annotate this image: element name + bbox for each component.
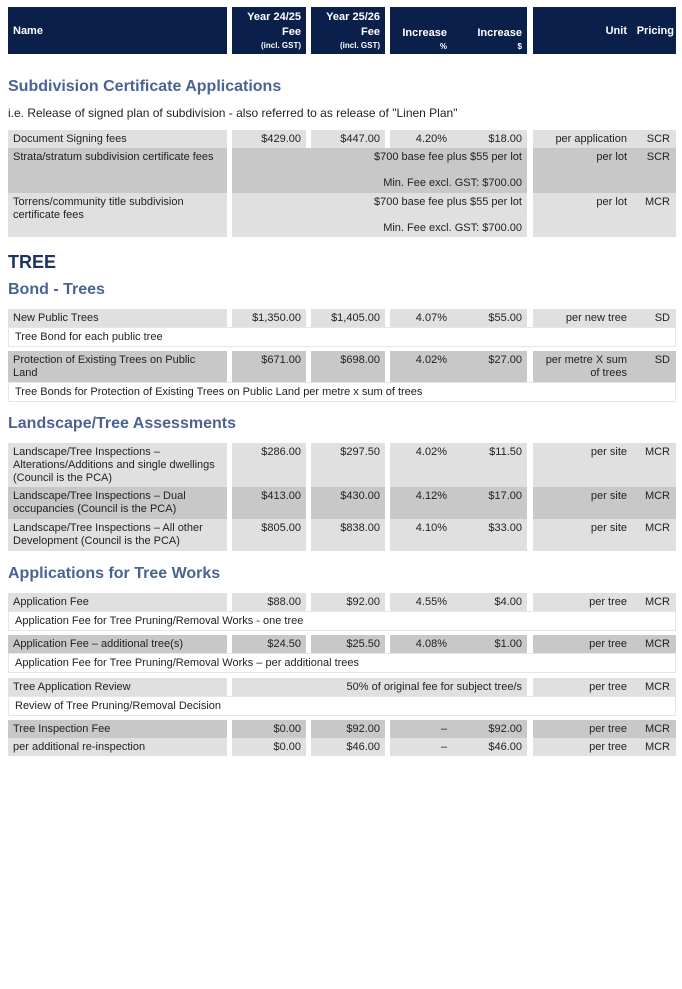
- fee-unit: per metre X sum of trees: [533, 351, 632, 382]
- fee-increase-dollar: $17.00: [453, 487, 527, 519]
- fee-increase-dollar: $18.00: [453, 130, 527, 148]
- fee-y25: $25.50: [311, 635, 385, 653]
- fee-unit: per tree: [533, 635, 632, 653]
- fee-unit: per site: [533, 487, 632, 519]
- fee-y24: $0.00: [232, 738, 306, 756]
- header-pricing-cell: [632, 7, 676, 54]
- fee-row-name: Landscape/Tree Inspections – Alterations/Additions and single dwellings (Council is the PCA): [8, 443, 227, 487]
- fee-y24: $1,350.00: [232, 309, 306, 327]
- section-title-bond-trees: Bond - Trees: [8, 281, 105, 298]
- min-fee-note: Min. Fee excl. GST: $700.00: [383, 222, 522, 234]
- fee-row-name: Landscape/Tree Inspections – All other Development (Council is the PCA): [8, 519, 227, 551]
- fee-increase-dollar: $1.00: [453, 635, 527, 653]
- fee-pricing: MCR: [632, 738, 676, 756]
- fee-row-note: Tree Bond for each public tree: [8, 327, 676, 347]
- fee-pricing: SD: [632, 351, 676, 382]
- fee-increase-pct: –: [390, 720, 453, 738]
- fee-unit: per lot: [533, 193, 632, 237]
- section-title-subdivision: Subdivision Certificate Applications: [8, 78, 282, 95]
- fee-pricing: SCR: [632, 130, 676, 148]
- fee-row-name: per additional re-inspection: [8, 738, 227, 756]
- fee-increase-dollar: $4.00: [453, 593, 527, 611]
- fee-increase-pct: 4.20%: [390, 130, 453, 148]
- header-name-cell: [8, 7, 227, 54]
- fee-y24: $0.00: [232, 720, 306, 738]
- subdivision-intro: i.e. Release of signed plan of subdivision - also referred to as release of "Linen Plan": [8, 106, 458, 120]
- fee-row-name: Landscape/Tree Inspections – Dual occupancies (Council is the PCA): [8, 487, 227, 519]
- fee-pricing: MCR: [632, 635, 676, 653]
- fee-y24: $413.00: [232, 487, 306, 519]
- header-inc-d: Increase: [477, 27, 522, 39]
- fee-note: $700 base fee plus $55 per lot: [373, 196, 522, 208]
- fee-increase-dollar: $92.00: [453, 720, 527, 738]
- fee-row-name: Application Fee: [8, 593, 227, 611]
- fee-y25: $46.00: [311, 738, 385, 756]
- header-unit: Unit: [605, 25, 627, 37]
- header-inc-pct: Increase: [402, 27, 447, 39]
- fee-y25: $430.00: [311, 487, 385, 519]
- fee-unit: per lot: [533, 148, 632, 193]
- fee-unit: per new tree: [533, 309, 632, 327]
- fee-row-note: Review of Tree Pruning/Removal Decision: [8, 696, 676, 716]
- fee-pricing: MCR: [632, 519, 676, 551]
- fee-note-cell: [232, 148, 527, 193]
- fee-unit: per tree: [533, 738, 632, 756]
- header-y24-line2: Fee: [282, 26, 301, 38]
- header-y25-line3: (incl. GST): [340, 41, 380, 50]
- fee-y24: $429.00: [232, 130, 306, 148]
- fee-increase-pct: –: [390, 738, 453, 756]
- header-y25-line1: Year 25/26: [326, 11, 380, 23]
- fee-increase-pct: 4.55%: [390, 593, 453, 611]
- fee-pricing: MCR: [632, 593, 676, 611]
- fee-increase-pct: 4.08%: [390, 635, 453, 653]
- header-y24-cell: [232, 7, 306, 54]
- fee-note-cell: [232, 193, 527, 237]
- header-inc-d-cell: [453, 7, 527, 54]
- fee-y24: $805.00: [232, 519, 306, 551]
- section-title-assessments: Landscape/Tree Assessments: [8, 415, 236, 432]
- fee-increase-dollar: $55.00: [453, 309, 527, 327]
- fee-increase-dollar: $11.50: [453, 443, 527, 487]
- fee-unit: per site: [533, 443, 632, 487]
- fee-unit: per tree: [533, 678, 632, 696]
- fee-row-note: Application Fee for Tree Pruning/Removal Works - one tree: [8, 611, 676, 631]
- fee-pricing: MCR: [632, 678, 676, 696]
- min-fee-note: Min. Fee excl. GST: $700.00: [383, 177, 522, 189]
- fee-y25: $698.00: [311, 351, 385, 382]
- fee-y25: $92.00: [311, 593, 385, 611]
- fee-y24: $286.00: [232, 443, 306, 487]
- fee-y25: $838.00: [311, 519, 385, 551]
- header-inc-d-sub: $: [517, 42, 522, 51]
- fee-note: 50% of original fee for subject tree/s: [232, 678, 527, 696]
- header-y25-cell: [311, 7, 385, 54]
- header-unit-cell: [533, 7, 632, 54]
- header-y24-line1: Year 24/25: [247, 11, 301, 23]
- fee-row-name: Document Signing fees: [8, 130, 227, 148]
- fee-pricing: MCR: [632, 720, 676, 738]
- fee-y25: $297.50: [311, 443, 385, 487]
- fee-unit: per site: [533, 519, 632, 551]
- header-y25-line2: Fee: [361, 26, 380, 38]
- fee-row-name: Application Fee – additional tree(s): [8, 635, 227, 653]
- fee-y24: $88.00: [232, 593, 306, 611]
- fee-row-name: Tree Inspection Fee: [8, 720, 227, 738]
- fee-row-name: Protection of Existing Trees on Public Land: [8, 351, 227, 382]
- fee-unit: per tree: [533, 720, 632, 738]
- header-y24-line3: (incl. GST): [261, 41, 301, 50]
- fee-row-note: Tree Bonds for Protection of Existing Trees on Public Land per metre x sum of trees: [8, 382, 676, 402]
- header-name: Name: [13, 25, 43, 37]
- fee-y25: $92.00: [311, 720, 385, 738]
- fee-note: $700 base fee plus $55 per lot: [373, 151, 522, 163]
- fee-pricing: MCR: [632, 443, 676, 487]
- fee-y25: $447.00: [311, 130, 385, 148]
- fee-increase-dollar: $33.00: [453, 519, 527, 551]
- fee-y24: $671.00: [232, 351, 306, 382]
- fee-increase-pct: 4.12%: [390, 487, 453, 519]
- fee-pricing: MCR: [632, 487, 676, 519]
- fee-increase-dollar: $46.00: [453, 738, 527, 756]
- fee-y25: $1,405.00: [311, 309, 385, 327]
- fee-pricing: SD: [632, 309, 676, 327]
- fee-increase-pct: 4.02%: [390, 351, 453, 382]
- fee-increase-pct: 4.07%: [390, 309, 453, 327]
- fee-y24: $24.50: [232, 635, 306, 653]
- section-title-tree-works: Applications for Tree Works: [8, 565, 221, 582]
- fee-row-name: Torrens/community title subdivision certificate fees: [8, 193, 227, 237]
- fee-row-name: Strata/stratum subdivision certificate fees: [8, 148, 227, 193]
- fee-unit: per application: [533, 130, 632, 148]
- fee-increase-pct: 4.02%: [390, 443, 453, 487]
- header-inc-pct-cell: [390, 7, 453, 54]
- fee-increase-dollar: $27.00: [453, 351, 527, 382]
- fee-row-note: Application Fee for Tree Pruning/Removal Works – per additional trees: [8, 653, 676, 673]
- fee-increase-pct: 4.10%: [390, 519, 453, 551]
- header-inc-pct-sub: %: [439, 42, 447, 51]
- section-title-tree: TREE: [8, 252, 57, 272]
- fee-unit: per tree: [533, 593, 632, 611]
- fee-pricing: MCR: [632, 193, 676, 237]
- fee-pricing: SCR: [632, 148, 676, 193]
- fee-row-name: New Public Trees: [8, 309, 227, 327]
- fee-row-name: Tree Application Review: [8, 678, 227, 696]
- header-pricing: Pricing: [636, 25, 674, 37]
